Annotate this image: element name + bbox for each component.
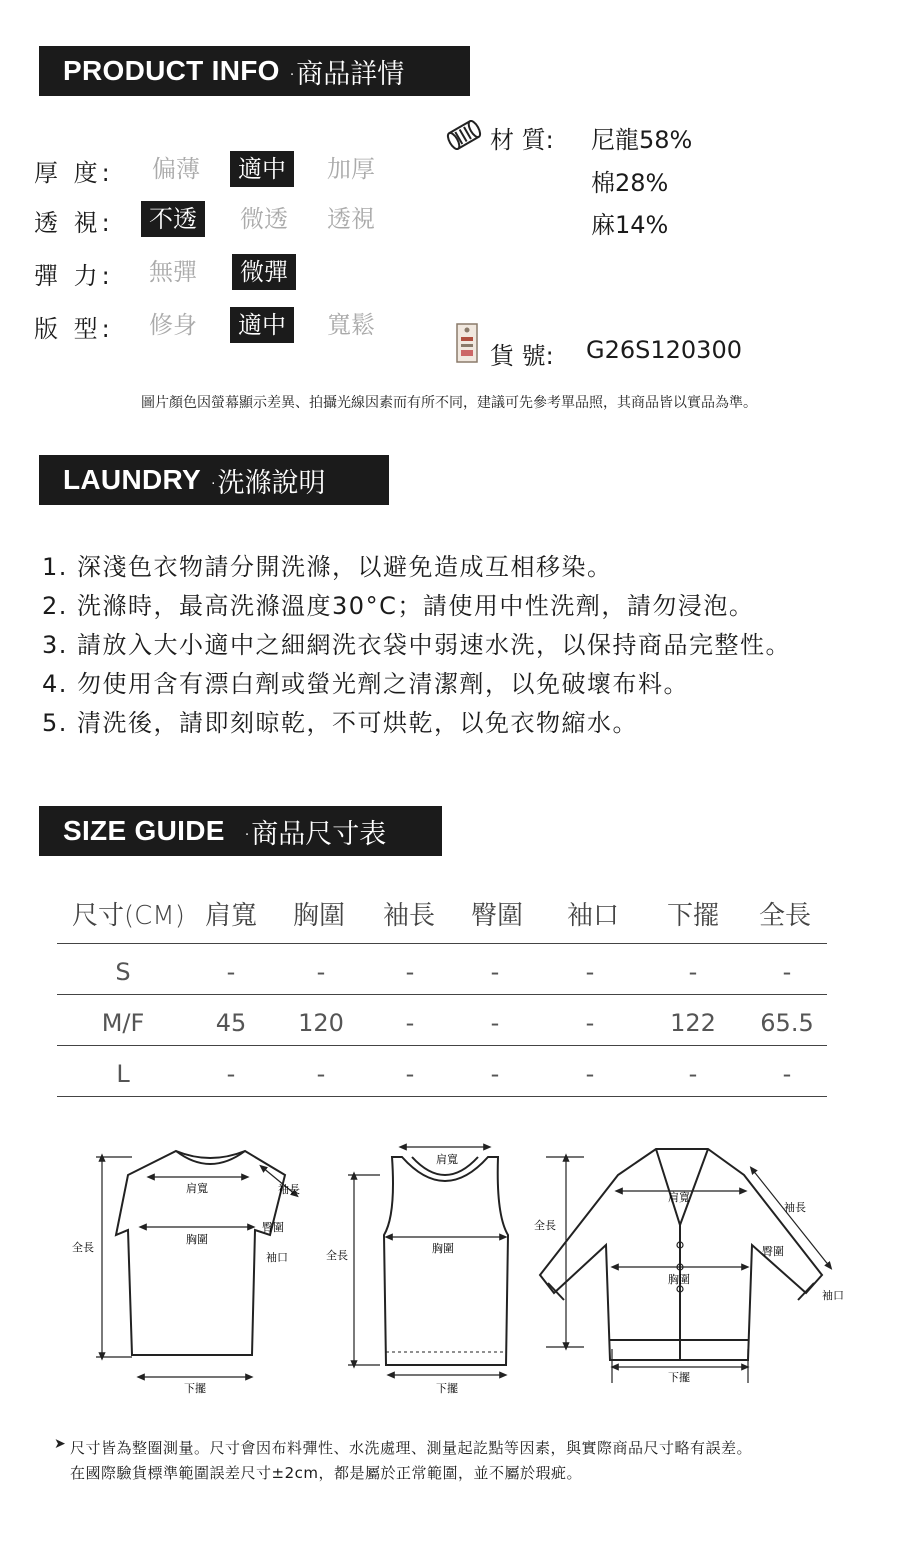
size-guide-title: SIZE GUIDE [63,815,225,846]
table-cell: - [490,1060,500,1088]
table-cell: - [405,1060,415,1088]
laundry-item-4: 4. 勿使用含有漂白劑或螢光劑之清潔劑，以免破壞布料。 [42,670,690,698]
laundry-item-3: 3. 請放入大小適中之細網洗衣袋中弱速水洗，以保持商品完整性。 [42,631,792,659]
table-divider [57,994,827,995]
material-nylon: 尼龍58% [591,126,693,154]
material-cotton: 棉28% [591,169,669,197]
col-header-size: 尺寸(CM) [72,901,185,931]
cardigan-chest-label: 胸圍 [668,1273,690,1286]
laundry-item-1: 1. 深淺色衣物請分開洗滌，以避免造成互相移染。 [42,553,613,581]
measurement-note-2: 在國際驗貨標準範圍誤差尺寸±2cm，都是屬於正常範圍，並不屬於瑕疵。 [70,1464,582,1482]
fit-option-regular: 適中 [230,307,294,343]
laundry-subtitle: ·洗滌說明 [208,467,326,499]
table-cell: M/F [101,1009,145,1037]
tank-shoulder-label: 肩寬 [436,1153,458,1166]
cardigan-hem-label: 下擺 [668,1371,690,1384]
product-info-header [39,46,470,96]
table-cell: - [585,1009,595,1037]
table-cell: - [782,958,792,986]
table-divider [57,1045,827,1046]
transparency-option-sheer: 透視 [327,205,375,233]
elasticity-option-none: 無彈 [149,258,197,286]
elasticity-label: 彈 力: [34,262,114,290]
transparency-option-slight: 微透 [240,205,288,233]
cardigan-shoulder-label: 肩寬 [668,1191,690,1204]
table-cell: - [316,1060,326,1088]
laundry-header [39,455,389,505]
product-info-title: PRODUCT INFO [63,55,280,86]
table-cell: - [688,958,698,986]
item-no-value: G26S120300 [586,336,742,364]
dress-hip-label: 臀圍 [262,1221,284,1234]
table-divider [57,1096,827,1097]
table-cell: - [226,958,236,986]
col-header-cuff: 袖口 [567,901,620,931]
col-header-sleeve: 袖長 [383,901,436,931]
table-cell: - [490,1009,500,1037]
measurement-note-1: 尺寸皆為整圈測量。尺寸會因布料彈性、水洗處理、測量起訖點等因素，與實際商品尺寸略有誤差。 [70,1439,753,1457]
table-cell: - [585,1060,595,1088]
item-no-label: 貨 號: [490,342,554,370]
laundry-title: LAUNDRY [63,464,201,495]
fit-option-slim: 修身 [149,311,197,339]
tank-length-label: 全長 [326,1249,348,1262]
cardigan-cuff-label: 袖口 [822,1289,844,1302]
laundry-item-2: 2. 洗滌時，最高洗滌溫度30°C；請使用中性洗劑，請勿浸泡。 [42,592,755,620]
cardigan-length-label: 全長 [534,1219,556,1232]
cardigan-hip-label: 臀圍 [762,1245,784,1258]
size-guide-header [39,806,442,856]
color-disclaimer: 圖片顏色因螢幕顯示差異、拍攝光線因素而有所不同，建議可先參考單品照，其商品皆以實品為準。 [141,395,757,411]
table-cell: - [316,958,326,986]
thickness-label: 厚 度: [34,159,114,187]
table-cell: 122 [670,1009,716,1037]
dress-cuff-label: 袖口 [266,1251,288,1264]
fit-option-loose: 寬鬆 [327,311,375,339]
product-info-subtitle: ·商品詳情 [287,58,405,90]
table-cell: 65.5 [760,1009,814,1037]
thread-spool-icon [444,120,484,150]
tank-chest-label: 胸圍 [432,1242,454,1255]
cardigan-sleeve-label: 袖長 [784,1201,806,1214]
dress-sleeve-label: 袖長 [278,1183,300,1196]
dress-shoulder-label: 肩寬 [186,1182,208,1195]
table-divider [57,943,827,944]
size-guide-subtitle: ·商品尺寸表 [242,818,387,850]
laundry-item-5: 5. 清洗後，請即刻晾乾，不可烘乾，以免衣物縮水。 [42,709,639,737]
table-cell: - [226,1060,236,1088]
transparency-label: 透 視: [34,209,114,237]
material-linen: 麻14% [591,211,669,239]
col-header-chest: 胸圍 [293,901,346,931]
arrow-bullet-icon: ➤ [54,1436,66,1452]
table-cell: L [116,1060,130,1088]
table-cell: - [405,958,415,986]
transparency-option-opaque: 不透 [141,201,205,237]
tank-hem-label: 下擺 [436,1382,458,1395]
price-tag-icon [454,322,480,364]
thickness-option-medium: 適中 [230,151,294,187]
garment-diagrams [0,1135,898,1405]
table-cell: - [405,1009,415,1037]
table-cell: - [490,958,500,986]
table-cell: 45 [215,1009,247,1037]
table-cell: - [782,1060,792,1088]
elasticity-option-slight: 微彈 [232,254,296,290]
table-cell: S [115,958,131,986]
material-label: 材 質: [490,126,554,154]
table-cell: - [688,1060,698,1088]
col-header-hip: 臀圍 [471,901,524,931]
col-header-hem: 下擺 [667,901,720,931]
dress-length-label: 全長 [72,1241,94,1254]
dress-hem-label: 下擺 [184,1382,206,1395]
table-cell: - [585,958,595,986]
fit-label: 版 型: [34,315,114,343]
dress-chest-label: 胸圍 [186,1233,208,1246]
thickness-option-thick: 加厚 [327,155,375,183]
col-header-length: 全長 [759,901,812,931]
table-cell: 120 [298,1009,344,1037]
thickness-option-thin: 偏薄 [152,155,200,183]
col-header-shoulder: 肩寬 [205,901,258,931]
tank-diagram [384,1157,508,1365]
